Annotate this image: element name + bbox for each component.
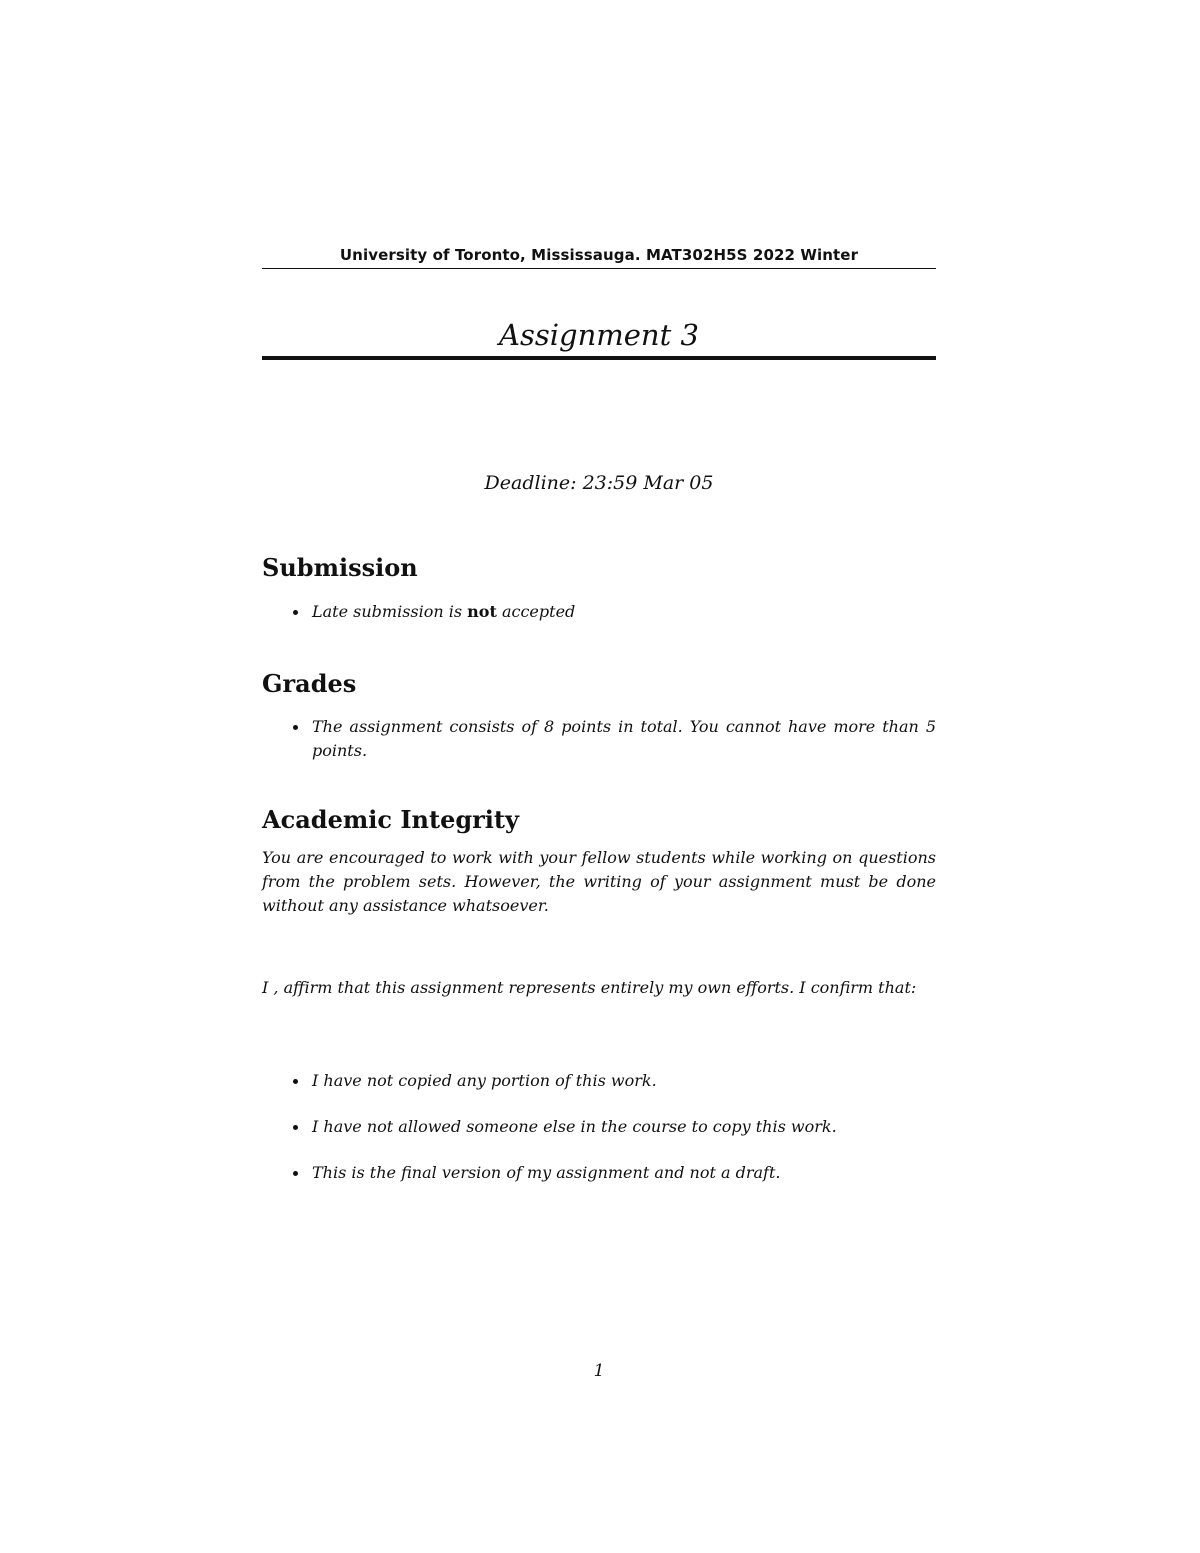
page-number: 1	[593, 1361, 605, 1381]
list-item	[262, 715, 936, 763]
bullet-icon	[293, 1079, 298, 1084]
document-title: Assignment 3	[499, 318, 699, 352]
grades-heading: Grades	[262, 669, 357, 698]
running-header: University of Toronto, Mississauga. MAT302H5S 2022 Winter	[339, 246, 859, 264]
confirmation-list	[262, 1058, 936, 1196]
bullet-icon	[293, 1171, 298, 1176]
deadline-text: Deadline: 23:59 Mar 05	[484, 472, 714, 494]
affirmation-statement: I , affirm that this assignment represents entirely my own efforts. I confirm that:	[262, 978, 917, 997]
confirmation-item-text: This is the final version of my assignment and not a draft.	[312, 1163, 781, 1182]
list-item	[262, 1104, 936, 1150]
grades-list	[262, 715, 936, 763]
list-item	[262, 1058, 936, 1104]
grades-item-text: The assignment consists of 8 points in total. You cannot have more than 5 points.	[312, 717, 936, 760]
integrity-heading: Academic Integrity	[262, 805, 519, 834]
submission-item-text-after: accepted	[496, 602, 576, 621]
document-page	[262, 0, 936, 1553]
confirmation-item-text: I have not copied any portion of this work.	[312, 1071, 657, 1090]
bullet-icon	[293, 1125, 298, 1130]
submission-heading: Submission	[262, 553, 418, 582]
title-divider	[262, 356, 936, 360]
list-item	[262, 600, 936, 624]
submission-list	[262, 600, 936, 624]
confirmation-item-text: I have not allowed someone else in the course to copy this work.	[312, 1117, 837, 1136]
submission-item-emphasis: not	[467, 602, 497, 621]
header-divider	[262, 268, 936, 269]
list-item	[262, 1150, 936, 1196]
submission-item-text-before: Late submission is	[312, 602, 468, 621]
bullet-icon	[293, 725, 298, 730]
integrity-paragraph: You are encouraged to work with your fellow students while working on questions from the problem sets. However, the writing of your assignment must be done without any assistance whatsoever.	[262, 848, 936, 915]
bullet-icon	[293, 610, 298, 615]
